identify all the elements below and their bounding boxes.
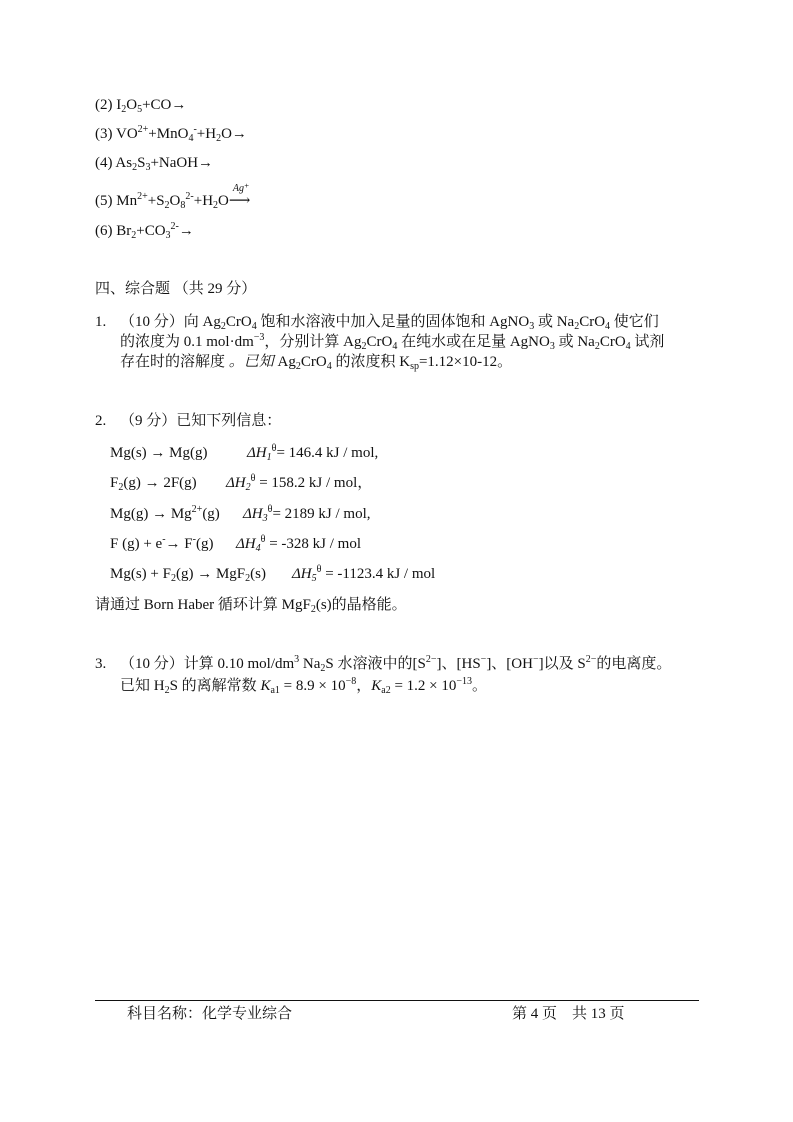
reaction-2: (2) $I_2O_5+CO\to$ bbox=[95, 97, 187, 115]
q2-intro: （9 分）已知下列信息： bbox=[120, 413, 282, 429]
q3-number: 3. bbox=[95, 656, 107, 672]
q2-number: 2. bbox=[95, 413, 107, 429]
reaction-6: (6) $Br_2+CO_3^{2-}\to$ bbox=[95, 221, 194, 241]
section-title: 四、综合题 （共 29 分） bbox=[95, 281, 257, 297]
reaction-5: (5) $Mn^{2+}+S_2O_8^{2-}+H_2O$ Ag⁺ ⟶ bbox=[95, 191, 250, 211]
q2-equation-1: Mg(s) → Mg(g) bbox=[110, 445, 208, 461]
q2-equation-3: $Mg(g) \to Mg^{2+}(g)$ bbox=[110, 504, 220, 522]
q3-line-1: （10 分）计算 0.10 mol/$dm^3$ $Na_2S$ 水溶液中的$[S^{2-}]$、[HS−]、[OH−]以及 $S^{2-}$的电离度。 bbox=[120, 654, 672, 674]
q2-question: 请通过 Born Haber 循环计算 MgF$_2$(s)的晶格能。 bbox=[95, 597, 407, 615]
reaction-4: (4) $As_2S_3+NaOH\to$ bbox=[95, 155, 214, 173]
catalyst-label: Ag⁺ bbox=[232, 183, 250, 194]
q2-enthalpy-3: $\Delta H_3^\theta= 2189$ kJ / mol, bbox=[243, 504, 371, 524]
reaction-3: (3) $VO^{2+}+MnO_4^-+H_2O\to$ bbox=[95, 124, 247, 144]
q2-enthalpy-1: $\Delta H_1^\theta= 146.4$ kJ / mol, bbox=[247, 443, 379, 463]
q2-enthalpy-2: $\Delta H_2^\theta = 158.2$ kJ / mol， bbox=[226, 473, 373, 493]
q2-enthalpy-5: $\Delta H_5^\theta = -1123.4$ kJ / mol bbox=[292, 564, 436, 584]
q1-number: 1. bbox=[95, 314, 107, 330]
q2-enthalpy-4: $\Delta H_4^\theta = -328$ kJ / mol bbox=[236, 534, 361, 554]
q2-equation-2: $F_2(g) \to 2F(g)$ bbox=[110, 475, 197, 493]
q3-line-2: 已知 $H_2S$ 的离解常数 $K_{a1} = 8.9 \times 10^{-8}$，$K_{a2} = 1.2 \times 10^{-13}$。 bbox=[120, 676, 488, 696]
footer-page-number: 第 4 页 共 13 页 bbox=[512, 1006, 625, 1022]
footer-divider bbox=[95, 1000, 699, 1001]
q1-line-1: （10 分）向 $Ag_2CrO_4$ 饱和水溶液中加入足量的固体饱和 AgNO$_3$ 或 $Na_2CrO_4$ 使它们 bbox=[120, 314, 659, 332]
q1-line-3: 存在时的溶解度 。已知 $Ag_2CrO_4$ 的浓度积 $K_{sp}=1.12\times 10-12$。 bbox=[120, 354, 513, 372]
q1-line-2: 的浓度为 0.1 $mol\cdot dm^{-3}$，分别计算 $Ag_2CrO_4$ 在纯水或在足量 AgNO$_3$ 或 $Na_2CrO_4$ 试剂 bbox=[120, 332, 665, 352]
footer-subject: 科目名称：化学专业综合 bbox=[127, 1006, 293, 1022]
catalyst-arrow: Ag⁺ ⟶ bbox=[229, 191, 251, 211]
q2-equation-5: $Mg(s) + F_2(g) \to MgF_2(s)$ bbox=[110, 566, 266, 584]
q2-equation-4: F (g) + e-→ F-(g) bbox=[110, 534, 214, 552]
